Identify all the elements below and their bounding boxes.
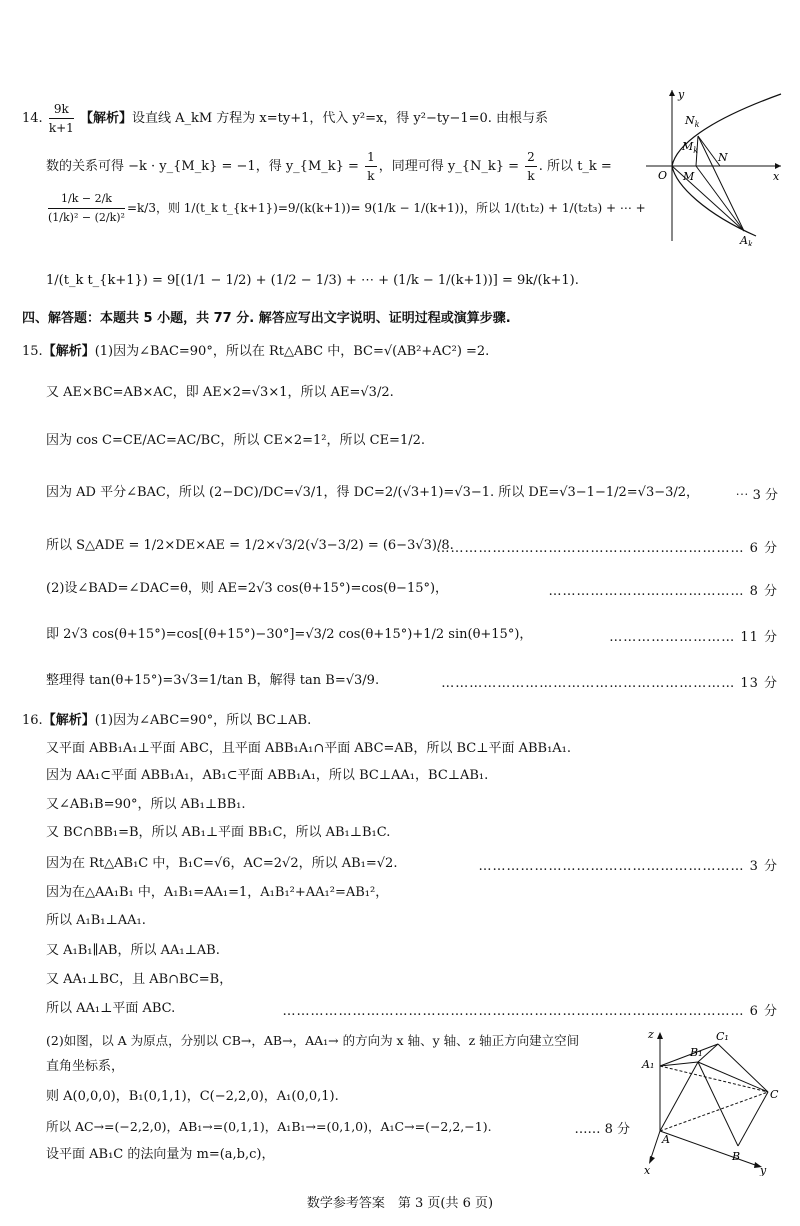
score-8: …………………………………… 8 分 [548, 584, 778, 599]
line-nk-n [698, 136, 720, 166]
problem-15-line-7: 即 2√3 cos(θ+15°)=cos[(θ+15°)−30°]=√3/2 cos(θ+15°)+1/2 sin(θ+15°)， [46, 627, 533, 642]
label-mk: $M_k$ [682, 140, 699, 155]
edge-a-c [660, 1092, 768, 1131]
edge-c1-c [718, 1044, 768, 1092]
text: . 所以 t_k = [538, 159, 612, 174]
problem-16-line-16: 设平面 AB₁C 的法向量为 m=(a,b,c)， [46, 1147, 275, 1162]
label-c: C [770, 1088, 779, 1101]
section-heading: 四、解答题：本题共 5 小题，共 77 分. 解答应写出文字说明、证明过程或演算步骤. [22, 311, 511, 326]
label-y: y [678, 88, 685, 101]
problem-16-line-6: 因为在 Rt△AB₁C 中，B₁C=√6，AC=2√2，所以 AB₁=√2. [46, 856, 398, 871]
problem-number: 15. [22, 344, 43, 359]
frac-1-k: $\frac{1}{k}$ [367, 150, 375, 183]
z-axis-arrow [657, 1032, 663, 1039]
problem-16-line-15: 所以 AC→=(−2,2,0)，AB₁→=(0,1,1)，A₁B₁→=(0,1,0)，A₁C→=(−2,2,−1). [46, 1119, 492, 1134]
problem-15-line-6: (2)设∠BAD=∠DAC=θ，则 AE=2√3 cos(θ+15°)=cos(θ−15°)， [46, 581, 449, 596]
y-axis-arrow [669, 90, 675, 96]
line-m-ak [696, 166, 744, 231]
problem-15-line-2: 又 AE×BC=AB×AC，即 AE×2=√3×1，所以 AE=√3/2. [46, 385, 394, 400]
problem-15-line-8: 整理得 tan(θ+15°)=3√3=1/tan B，解得 tan B=√3/9. [46, 673, 380, 688]
problem-15-line-4: 因为 AD 平分∠BAC，所以 (2−DC)/DC=√3/1，得 DC=2/(√3+1)=√3−1. 所以 DE=√3−1−1/2=√3−3/2， [46, 485, 700, 500]
problem-16-line-5: 又 BC∩BB₁=B，所以 AB₁⊥平面 BB₁C，所以 AB₁⊥B₁C. [46, 825, 391, 840]
problem-15-line-3: 因为 cos C=CE/AC=AC/BC，所以 CE×2=1²，所以 CE=1/2. [46, 433, 426, 448]
problem-16-line-14: 则 A(0,0,0)，B₁(0,1,1)，C(−2,2,0)，A₁(0,0,1). [46, 1089, 339, 1104]
analysis-tag: 【解析】 [42, 344, 95, 359]
label-c1: C₁ [716, 1030, 729, 1043]
label-ak: $A_k$ [740, 234, 753, 246]
parabola-figure [636, 86, 786, 246]
label-y: y [760, 1164, 767, 1176]
text: ，同理可得 y_{N_k} = [378, 159, 520, 174]
label-x: x [644, 1164, 651, 1176]
frac-2-k: $\frac{2}{k}$ [527, 150, 535, 183]
text: = 9(1/k − 1/(k+1))，所以 1/(t₁t₂) + 1/(t₂t₃) + ⋯ + [350, 201, 646, 215]
score-6: ………………………………………………………… 6 分 [436, 541, 778, 556]
text: 设直线 A_kM 方程为 x=ty+1，代入 y²=x，得 y²−ty−1=0. 由根与系 [131, 111, 549, 126]
problem-14-line-2 [46, 148, 612, 185]
problem-15-line-1 [22, 343, 489, 361]
label-x: x [773, 170, 780, 183]
problem-16-line-11: 所以 AA₁⊥平面 ABC. [46, 1001, 176, 1016]
edge-b-c [738, 1092, 768, 1146]
analysis-tag: 【解析】 [42, 713, 95, 728]
tk-fraction: $\frac{1/k - 2/k}{\text{(1/k)² − (2/k)²}}$ [48, 192, 125, 224]
problem-16-line-2: 又平面 ABB₁A₁⊥平面 ABC，且平面 ABB₁A₁∩平面 ABC=AB，所以 BC⊥平面 ABB₁A₁. [46, 741, 572, 756]
label-z: z [648, 1028, 654, 1041]
label-m: M [683, 170, 695, 183]
edge-b1-b [698, 1062, 738, 1146]
text: k/3 [137, 201, 156, 215]
answer-fraction: $\frac{9k}{k+1}$ [48, 102, 74, 135]
score-8b: …… 8 分 [574, 1122, 630, 1137]
text: 9/(k(k+1)) [287, 201, 351, 215]
page-footer: 数学参考答案 第 3 页(共 6 页) [306, 1196, 494, 1211]
score-11: ……………………… 11 分 [609, 630, 778, 645]
edge-a1-c [660, 1066, 768, 1092]
problem-16-line-13: 直角坐标系， [46, 1059, 125, 1074]
label-nk: $N_k$ [685, 114, 700, 129]
text: 1/(t_k t_{k+1}) [183, 201, 278, 215]
label-b: B [732, 1150, 741, 1163]
problem-number: 14. [22, 111, 43, 126]
problem-16-line-12: (2)如图，以 A 为原点，分别以 CB→，AB→，AA₁→ 的方向为 x 轴、y 轴、z 轴正方向建立空间 [46, 1033, 580, 1048]
prism-figure [640, 1026, 788, 1176]
text: = [126, 201, 137, 215]
analysis-tag: 【解析】 [79, 111, 132, 126]
text: 数的关系可得 −k · y_{M_k} = −1，得 y_{M_k} = [46, 159, 359, 174]
problem-14-line-1 [22, 100, 548, 137]
label-o: O [658, 169, 668, 182]
text: (1)因为∠BAC=90°，所以在 Rt△ABC 中，BC=√(AB²+AC²) =2. [94, 344, 490, 359]
x-axis [650, 1131, 660, 1161]
problem-16-line-8: 所以 A₁B₁⊥AA₁. [46, 913, 146, 928]
label-n: N [718, 151, 728, 164]
problem-16-line-10: 又 AA₁⊥BC，且 AB∩BC=B， [46, 972, 233, 987]
problem-16-line-1 [22, 712, 311, 730]
edge-a-b1 [660, 1062, 698, 1131]
score-3: ⋯ 3 分 [735, 488, 778, 503]
problem-14-line-3: $\frac{1/k - 2/k}{\text{(1/k)² − (2/k)²}}$ =k/3，则 1/(t_k t_{k+1})=9/(k(k+1))= 9(1/k − 1/(k+1))，所以 1/(t₁t₂) + 1/(t₂t₃) + ⋯ + [46, 190, 646, 227]
text: ，则 [155, 201, 180, 215]
x-axis-arrow [649, 1156, 655, 1164]
edge-b1-c [698, 1062, 768, 1092]
problem-number: 16. [22, 713, 43, 728]
score-3b: ………………………………………………… 3 分 [478, 859, 778, 874]
problem-16-line-4: 又∠AB₁B=90°，所以 AB₁⊥BB₁. [46, 797, 246, 812]
score-6b: ……………………………………………………………………………………… 6 分 [282, 1004, 778, 1019]
problem-14-line-4: 1/(t_k t_{k+1}) = 9[(1/1 − 1/2) + (1/2 − 1/3) + ⋯ + (1/k − 1/(k+1))] = 9k/(k+1). [46, 273, 579, 288]
x-axis-arrow [775, 163, 781, 169]
problem-15-line-5: 所以 S△ADE = 1/2×DE×AE = 1/2×√3/2(√3−3/2) = (6−3√3)/8. [46, 538, 454, 553]
score-13: ……………………………………………………… 13 分 [441, 676, 778, 691]
problem-16-line-7: 因为在△AA₁B₁ 中，A₁B₁=AA₁=1，A₁B₁²+AA₁²=AB₁²， [46, 885, 389, 900]
label-b1: B₁ [690, 1046, 703, 1059]
problem-16-line-3: 因为 AA₁⊂平面 ABB₁A₁，AB₁⊂平面 ABB₁A₁，所以 BC⊥AA₁，BC⊥AB₁. [46, 768, 489, 783]
text: (1)因为∠ABC=90°，所以 BC⊥AB. [94, 713, 312, 728]
problem-16-line-9: 又 A₁B₁∥AB，所以 AA₁⊥AB. [46, 943, 220, 958]
label-a: A [662, 1133, 670, 1146]
label-a1: A₁ [642, 1058, 655, 1071]
